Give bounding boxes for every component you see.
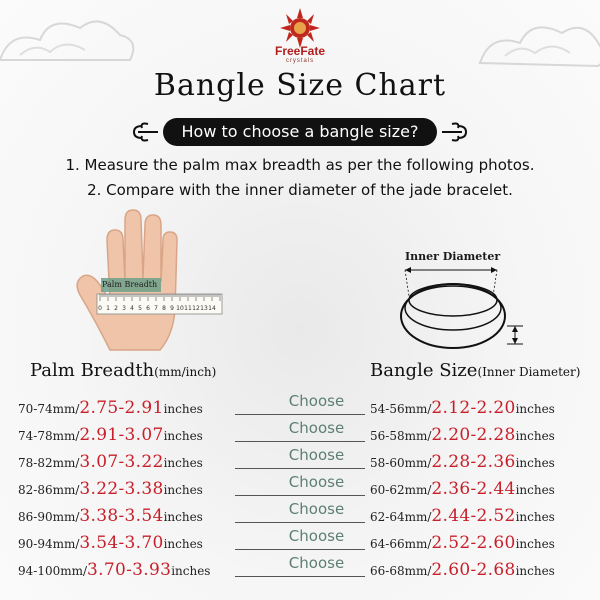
palm-mm: 70-74mm/ <box>18 402 80 416</box>
ruler-number: 0 <box>98 305 102 312</box>
palm-unit: inches <box>163 456 203 470</box>
palm-mm: 78-82mm/ <box>18 456 80 470</box>
choose-link[interactable]: Choose <box>288 500 345 518</box>
bangle-mm: 64-66mm/ <box>370 537 432 551</box>
bangle-size-cell <box>370 506 555 526</box>
palm-breadth-cell <box>18 533 203 553</box>
choose-link[interactable]: Choose <box>288 473 345 491</box>
bangle-inches: 2.52-2.60 <box>431 533 516 553</box>
bangle-size-cell <box>370 398 555 418</box>
bangle-mm: 56-58mm/ <box>370 429 432 443</box>
bangle-unit: inches <box>515 456 555 470</box>
bangle-inches: 2.28-2.36 <box>431 452 516 472</box>
bangle-size-header: Bangle Size(Inner Diameter) <box>370 360 581 381</box>
scroll-ornament-left-icon <box>130 118 160 146</box>
palm-mm: 86-90mm/ <box>18 510 80 524</box>
bangle-unit: inches <box>515 402 555 416</box>
palm-unit: inches <box>163 483 203 497</box>
ruler-number: 6 <box>146 305 150 312</box>
row-divider-line <box>235 495 365 496</box>
instruction-2: 2. Compare with the inner diameter of the jade bracelet. <box>87 181 513 199</box>
bangle-inches: 2.60-2.68 <box>431 560 516 580</box>
palm-mm: 74-78mm/ <box>18 429 80 443</box>
palm-inches: 2.91-3.07 <box>79 425 164 445</box>
bangle-unit: inches <box>515 483 555 497</box>
bangle-inches: 2.44-2.52 <box>431 506 516 526</box>
choose-link[interactable]: Choose <box>288 419 345 437</box>
palm-breadth-cell <box>18 425 203 445</box>
palm-breadth-cell <box>18 560 210 580</box>
brand-subtitle: crystals <box>285 58 315 64</box>
bangle-inches: 2.36-2.44 <box>431 479 516 499</box>
row-divider-line <box>235 576 365 577</box>
palm-inches: 3.22-3.38 <box>79 479 164 499</box>
ruler-number: 10 <box>176 305 184 312</box>
choose-link[interactable]: Choose <box>288 527 345 545</box>
ruler-number: 14 <box>208 305 216 312</box>
bangle-unit: inches <box>515 564 555 578</box>
row-divider-line <box>235 522 365 523</box>
palm-breadth-cell <box>18 506 203 526</box>
choose-link[interactable]: Choose <box>288 446 345 464</box>
row-divider-line <box>235 414 365 415</box>
palm-unit: inches <box>163 537 203 551</box>
palm-unit: inches <box>171 564 211 578</box>
bangle-inches: 2.20-2.28 <box>431 425 516 445</box>
bangle-size-cell <box>370 479 555 499</box>
palm-inches: 2.75-2.91 <box>79 398 164 418</box>
palm-inches: 3.54-3.70 <box>79 533 164 553</box>
palm-unit: inches <box>163 510 203 524</box>
bangle-unit: inches <box>515 537 555 551</box>
ruler-number: 13 <box>200 305 208 312</box>
ruler-number: 4 <box>130 305 134 312</box>
bangle-size-cell <box>370 452 555 472</box>
subtitle-banner: How to choose a bangle size? <box>163 118 437 146</box>
ruler-number: 2 <box>114 305 118 312</box>
palm-unit: inches <box>163 429 203 443</box>
inner-diameter-label: Inner Diameter <box>405 250 501 263</box>
bangle-size-cell <box>370 425 555 445</box>
bangle-diagram-illustration <box>395 248 535 358</box>
palm-breadth-label: Palm Breadth <box>102 280 158 289</box>
scroll-ornament-right-icon <box>440 118 470 146</box>
size-row <box>0 554 600 586</box>
row-divider-line <box>235 549 365 550</box>
row-divider-line <box>235 468 365 469</box>
choose-link[interactable]: Choose <box>288 392 345 410</box>
brand-name: FreeFate <box>274 44 326 58</box>
palm-breadth-cell <box>18 452 203 472</box>
choose-link[interactable]: Choose <box>288 554 345 572</box>
bangle-unit: inches <box>515 510 555 524</box>
ruler-number: 7 <box>154 305 158 312</box>
row-divider-line <box>235 441 365 442</box>
ruler-number: 3 <box>122 305 126 312</box>
palm-breadth-cell <box>18 398 203 418</box>
palm-breadth-header: Palm Breadth(mm/inch) <box>30 360 217 381</box>
palm-mm: 90-94mm/ <box>18 537 80 551</box>
ruler-number: 8 <box>162 305 166 312</box>
palm-inches: 3.70-3.93 <box>87 560 172 580</box>
page-title: Bangle Size Chart <box>153 68 447 103</box>
ruler-number: 1 <box>106 305 110 312</box>
palm-breadth-cell <box>18 479 203 499</box>
ruler-number: 12 <box>192 305 200 312</box>
palm-inches: 3.07-3.22 <box>79 452 164 472</box>
ruler-number: 9 <box>170 305 174 312</box>
bangle-mm: 66-68mm/ <box>370 564 432 578</box>
bangle-mm: 62-64mm/ <box>370 510 432 524</box>
ruler-number: 5 <box>138 305 142 312</box>
palm-mm: 82-86mm/ <box>18 483 80 497</box>
palm-mm: 94-100mm/ <box>18 564 88 578</box>
palm-inches: 3.38-3.54 <box>79 506 164 526</box>
bangle-mm: 60-62mm/ <box>370 483 432 497</box>
ruler-number: 11 <box>184 305 192 312</box>
bangle-size-cell <box>370 533 555 553</box>
bangle-inches: 2.12-2.20 <box>431 398 516 418</box>
bangle-mm: 54-56mm/ <box>370 402 432 416</box>
bangle-size-cell <box>370 560 555 580</box>
bangle-mm: 58-60mm/ <box>370 456 432 470</box>
palm-unit: inches <box>163 402 203 416</box>
bangle-unit: inches <box>515 429 555 443</box>
instruction-1: 1. Measure the palm max breadth as per the following photos. <box>65 156 535 174</box>
